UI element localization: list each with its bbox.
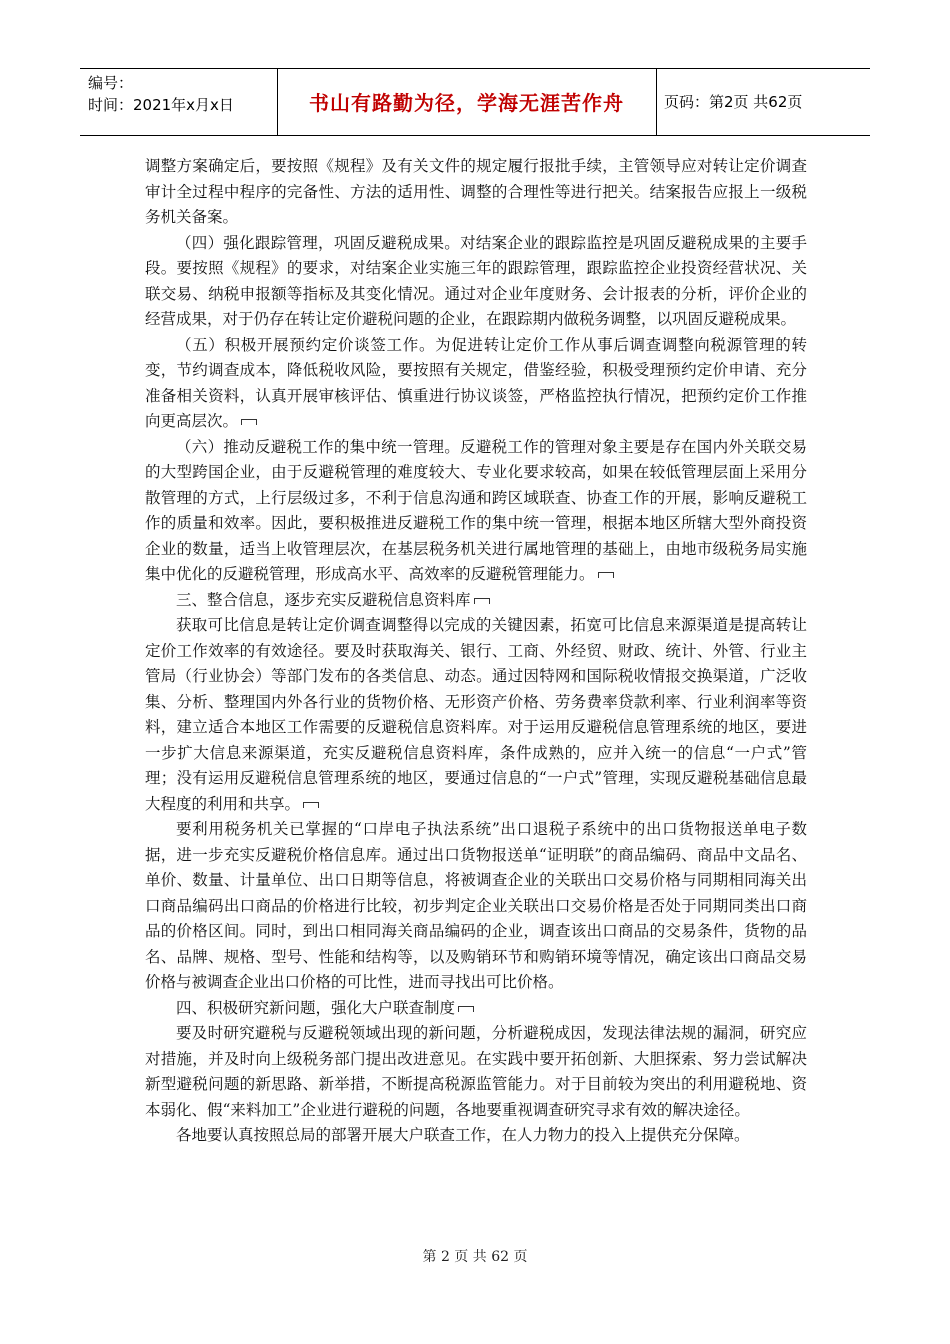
header-bottom-rule (80, 135, 870, 136)
paragraph: 各地要认真按照总局的部署开展大户联查工作，在人力物力的投入上提供充分保障。 (176, 1126, 750, 1144)
header-motto: 书山有路勤为径，学海无涯苦作舟 (309, 91, 624, 115)
header-meta (88, 72, 273, 116)
paragraph (145, 435, 807, 588)
header-divider (656, 68, 657, 135)
paragraph-mark-icon (303, 802, 319, 808)
header-page-info: 页码：第2页 共62页 (664, 93, 803, 111)
document-number-label: 编号： (88, 74, 134, 92)
section-heading (145, 588, 807, 614)
page-footer: 第 2 页 共 62 页 (422, 1249, 528, 1265)
paragraph: 调整方案确定后，要按照《规程》及有关文件的规定履行报批手续，主管领导应对转让定价调查审计全过程中程序的完备性、方法的适用性、调整的合理性等进行把关。结案报告应报上一级税务机关备案。 (145, 157, 807, 226)
document-date: 时间：2021年x月x日 (88, 96, 234, 114)
paragraph-text: 获取可比信息是转让定价调查调整得以完成的关键因素，拓宽可比信息来源渠道是提高转让定价工作效率的有效途径。要及时获取海关、银行、工商、外经贸、财政、统计、外管、行业主管局（行业协会）等部门发布的各类信息、动态。通过因特网和国际税收情报交换渠道，广泛收集、分析、整理国内外各行业的货物价格、无形资产价格、劳务费率贷款利率、行业利润率等资料，建立适合本地区工作需要的反避税信息资料库。对于运用反避税信息管理系统的地区，要进一步扩大信息来源渠道，充实反避税信息资料库，条件成熟的，应并入统一的信息“一户式”管理；没有运用反避税信息管理系统的地区，要通过信息的“一户式”管理，实现反避税基础信息最大程度的利用和共享。 (145, 616, 807, 813)
paragraph-mark-icon (241, 419, 257, 425)
section-heading-text: 四、积极研究新问题，强化大户联查制度 (176, 998, 456, 1017)
paragraph: 要利用税务机关已掌握的“口岸电子执法系统”出口退税子系统中的出口货物报送单电子数据，进一步充实反避税价格信息库。通过出口货物报送单“证明联”的商品编码、商品中文品名、单价、数量、计量单位、出口日期等信息，将被调查企业的关联出口交易价格与同期相同海关出口商品编码出口商品的价格进行比较，初步判定企业关联出口交易价格是否处于同期同类出口商品的价格区间。同时，到出口相同海关商品编码的企业，调查该出口商品的交易条件，货物的品名、品牌、规格、型号、性能和结构等，以及购销环节和购销环境等情况，确定该出口商品交易价格与被调查企业出口价格的可比性，进而寻找出可比价格。 (145, 820, 807, 991)
paragraph-mark-icon (598, 572, 614, 578)
paragraph (145, 333, 807, 435)
document-body (145, 154, 807, 1149)
section-heading (145, 996, 807, 1022)
paragraph-text: （五）积极开展预约定价谈签工作。为促进转让定价工作从事后调查调整向税源管理的转变，节约调查成本，降低税收风险，要按照有关规定，借鉴经验，积极受理预约定价申请、充分准备相关资料，认真开展审核评估、慎重进行协议谈签，严格监控执行情况，把预约定价工作推向更高层次。 (145, 335, 807, 430)
paragraph-mark-icon (458, 1006, 474, 1012)
section-heading-text: 三、整合信息，逐步充实反避税信息资料库 (176, 590, 471, 609)
paragraph: 要及时研究避税与反避税领域出现的新问题，分析避税成因，发现法律法规的漏洞，研究应对措施，并及时向上级税务部门提出改进意见。在实践中要开拓创新、大胆探索、努力尝试解决新型避税问题的新思路、新举措，不断提高税源监管能力。对于目前较为突出的利用避税地、资本弱化、假“来料加工”企业进行避税的问题，各地要重视调查研究寻求有效的解决途径。 (145, 1024, 807, 1119)
paragraph: （四）强化跟踪管理，巩固反避税成果。对结案企业的跟踪监控是巩固反避税成果的主要手段。要按照《规程》的要求，对结案企业实施三年的跟踪管理，跟踪监控企业投资经营状况、关联交易、纳税申报额等指标及其变化情况。通过对企业年度财务、会计报表的分析，评价企业的经营成果，对于仍存在转让定价避税问题的企业，在跟踪期内做税务调整，以巩固反避税成果。 (145, 233, 807, 328)
paragraph-mark-icon (474, 598, 490, 604)
paragraph (145, 613, 807, 817)
paragraph-text: （六）推动反避税工作的集中统一管理。反避税工作的管理对象主要是存在国内外关联交易的大型跨国企业，由于反避税管理的难度较大、专业化要求较高，如果在较低管理层面上采用分散管理的方式，上行层级过多，不利于信息沟通和跨区域联查、协查工作的开展，影响反避税工作的质量和效率。因此，要积极推进反避税工作的集中统一管理，根据本地区所辖大型外商投资企业的数量，适当上收管理层次，在基层税务机关进行属地管理的基础上，由地市级税务局实施集中优化的反避税管理，形成高水平、高效率的反避税管理能力。 (145, 437, 807, 583)
